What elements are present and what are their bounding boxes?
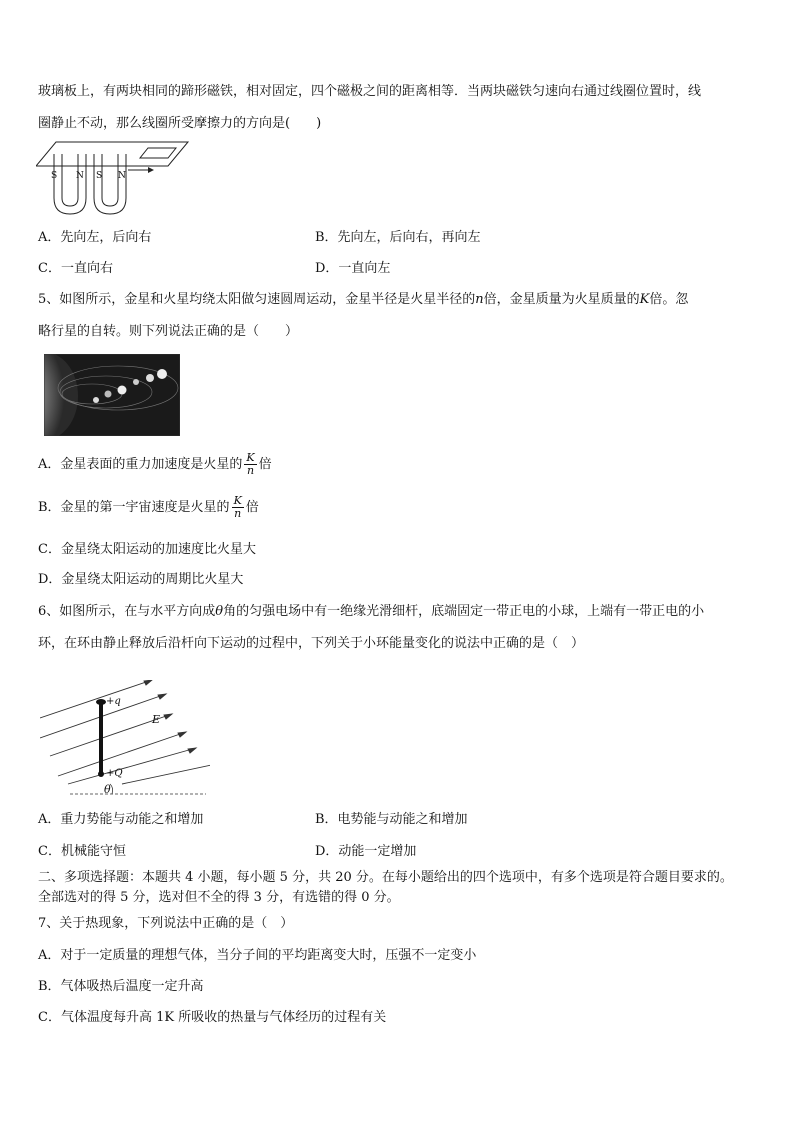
q5-k-variable: K	[639, 292, 650, 307]
q5-option-d[interactable]: D．金星绕太阳运动的周期比火星大	[38, 572, 244, 587]
fraction-denominator: n	[246, 464, 255, 477]
q5-n-variable: n	[475, 292, 484, 307]
q6-theta-symbol: θ	[215, 604, 224, 619]
q5-option-b-text: B．金星的第一宇宙速度是火星的	[38, 500, 230, 515]
q5-stem-part3: 倍。忽	[649, 292, 689, 307]
fraction-numerator: K	[246, 451, 255, 464]
q6-stem-part2: 角的匀强电场中有一绝缘光滑细杆，底端固定一带正电的小球，上端有一带正电的小	[223, 604, 705, 619]
q7-option-a[interactable]: A．对于一定质量的理想气体，当分子间的平均距离变大时，压强不一定变小	[38, 948, 477, 963]
q6-stem-part1: 6、如图所示，在与水平方向成	[38, 604, 216, 619]
q4-stem-line2: 圈静止不动，那么线圈所受摩擦力的方向是( )	[38, 116, 322, 131]
q4-label-s1: S	[51, 171, 58, 181]
q4-label-n1: N	[76, 171, 84, 181]
q5-option-a-suffix: 倍	[258, 457, 272, 472]
section2-instructions-line1: 二、多项选择题：本题共 4 小题，每小题 5 分，共 20 分。在每小题给出的四个选项中，有多个选项是符合题目要求的。	[38, 870, 733, 885]
q5-option-b-suffix: 倍	[245, 500, 259, 515]
q6-label-q-big: +Q	[106, 768, 123, 779]
electric-field-figure	[40, 680, 210, 800]
q5-stem-line2: 略行星的自转。则下列说法正确的是（ ）	[38, 324, 299, 339]
q5-option-a-text: A．金星表面的重力加速度是火星的	[38, 457, 243, 472]
q7-option-b[interactable]: B．气体吸热后温度一定升高	[38, 979, 204, 994]
q6-stem-line2: 环，在环由静止释放后沿杆向下运动的过程中，下列关于小环能量变化的说法中正确的是（ ）	[38, 636, 585, 651]
q5-stem-part2: 倍，金星质量为火星质量的	[483, 292, 640, 307]
solar-system-image	[44, 354, 180, 436]
q4-label-n2: N	[118, 171, 126, 181]
section2-instructions-line2: 全部选对的得 5 分，选对但不全的得 3 分，有选错的得 0 分。	[38, 890, 400, 905]
q6-option-c[interactable]: C．机械能守恒	[38, 844, 126, 859]
q6-label-e: E	[152, 713, 161, 726]
q7-stem: 7、关于热现象，下列说法中正确的是（ ）	[38, 916, 294, 931]
k-over-n-fraction	[244, 452, 256, 477]
q4-option-b[interactable]: B．先向左，后向右，再向左	[315, 230, 481, 245]
q7-option-c[interactable]: C．气体温度每升高 1K 所吸收的热量与气体经历的过程有关	[38, 1010, 387, 1025]
fraction-denominator: n	[234, 507, 242, 520]
q5-option-b[interactable]	[38, 495, 259, 520]
q5-option-c[interactable]: C．金星绕太阳运动的加速度比火星大	[38, 542, 256, 557]
q4-option-d[interactable]: D．一直向左	[315, 261, 391, 276]
q4-option-a[interactable]: A．先向左，后向右	[38, 230, 152, 245]
q6-stem-line1	[38, 604, 704, 620]
q6-option-a[interactable]: A．重力势能与动能之和增加	[38, 812, 204, 827]
q4-label-s2: S	[96, 171, 103, 181]
q5-stem-part1: 5、如图所示，金星和火星均绕太阳做匀速圆周运动，金星半径是火星半径的	[38, 292, 476, 307]
q5-option-a[interactable]	[38, 452, 272, 477]
q4-stem-line1: 玻璃板上，有两块相同的蹄形磁铁，相对固定，四个磁极之间的距离相等．当两块磁铁匀速向右通过线圈位置时，线	[38, 84, 702, 99]
q6-option-b[interactable]: B．电势能与动能之和增加	[315, 812, 468, 827]
q6-label-q: +q	[106, 696, 121, 707]
q4-option-c[interactable]: C．一直向右	[38, 261, 113, 276]
k-over-n-fraction	[232, 495, 244, 520]
q6-option-d[interactable]: D．动能一定增加	[315, 844, 417, 859]
q5-stem-line1	[38, 292, 688, 308]
q4-magnet-figure	[36, 140, 196, 220]
fraction-numerator: K	[233, 494, 242, 507]
q6-label-theta: θ	[104, 783, 111, 796]
